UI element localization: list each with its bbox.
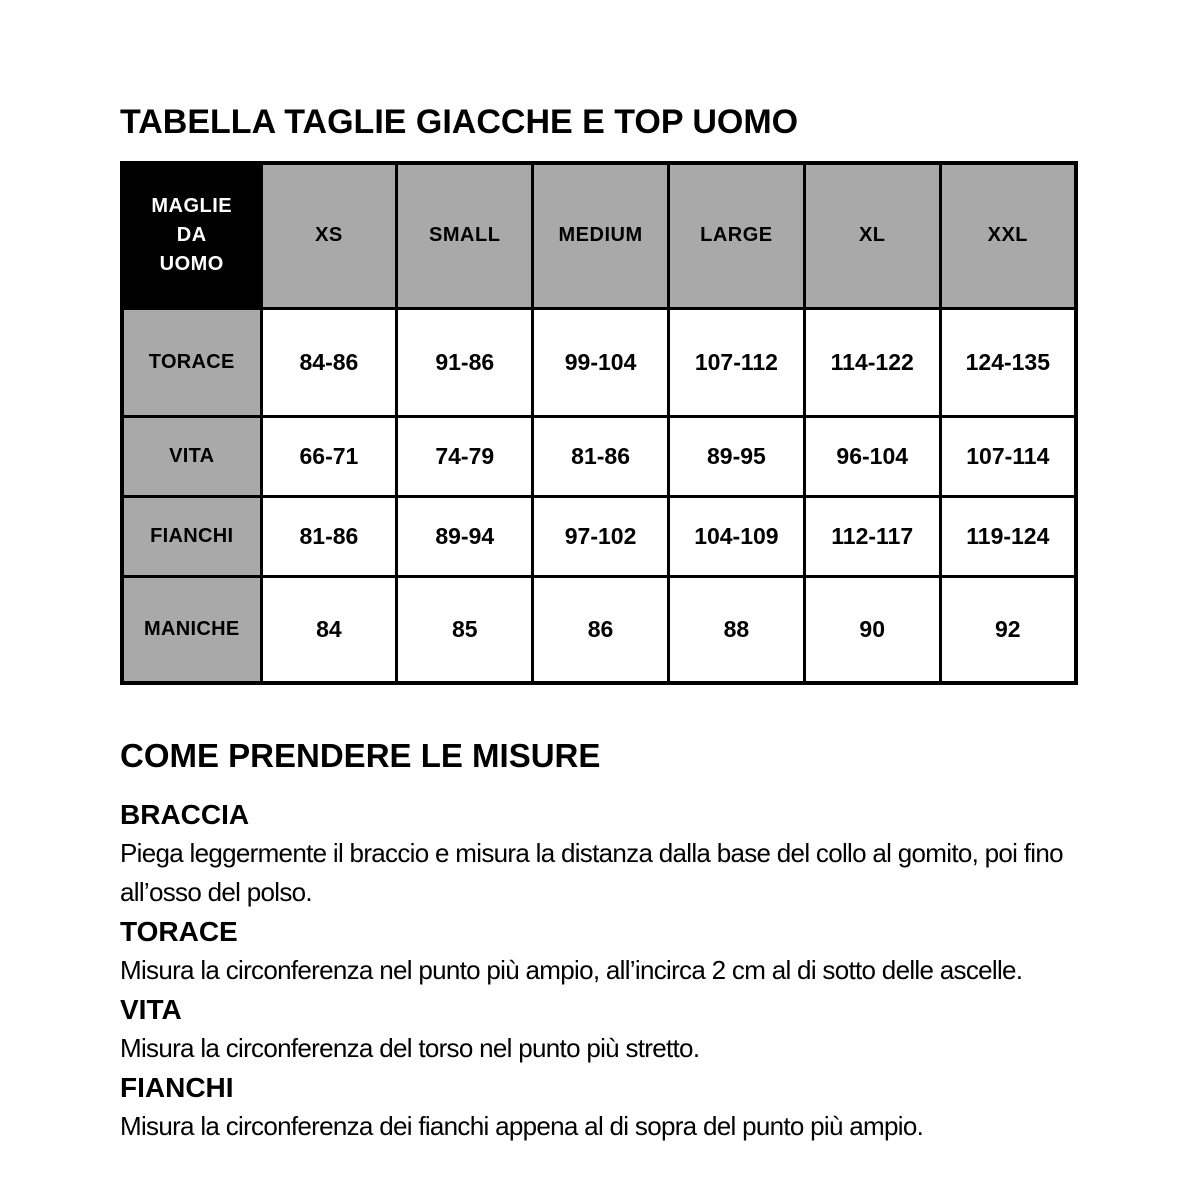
size-cell: 91-86	[397, 308, 533, 416]
size-cell: 107-114	[940, 416, 1076, 496]
measure-guide	[120, 795, 1120, 1146]
size-cell: 85	[397, 576, 533, 683]
size-table	[120, 161, 1078, 685]
guide-label-fianchi: FIANCHI	[120, 1072, 234, 1103]
size-cell: 86	[533, 576, 669, 683]
guide-text-torace: Misura la circonferenza nel punto più ampio, all’incirca 2 cm al di sotto delle ascelle.	[120, 955, 1023, 985]
size-cell: 97-102	[533, 496, 669, 576]
size-cell: 99-104	[533, 308, 669, 416]
size-cell: 112-117	[804, 496, 940, 576]
size-cell: 81-86	[261, 496, 397, 576]
guide-label-torace: TORACE	[120, 916, 238, 947]
table-corner-cell	[122, 163, 261, 308]
size-cell: 119-124	[940, 496, 1076, 576]
column-header-xl: XL	[804, 163, 940, 308]
table-corner-label: MAGLIE DA UOMO	[151, 195, 233, 276]
size-cell: 74-79	[397, 416, 533, 496]
size-cell: 81-86	[533, 416, 669, 496]
table-row-maniche	[122, 576, 1076, 683]
size-cell: 88	[668, 576, 804, 683]
table-row-vita	[122, 416, 1076, 496]
size-cell: 96-104	[804, 416, 940, 496]
size-cell: 92	[940, 576, 1076, 683]
column-header-small: SMALL	[397, 163, 533, 308]
size-cell: 89-94	[397, 496, 533, 576]
guide-label-vita: VITA	[120, 994, 182, 1025]
guide-text-vita: Misura la circonferenza del torso nel punto più stretto.	[120, 1033, 700, 1063]
table-row-torace	[122, 308, 1076, 416]
row-label-torace: TORACE	[122, 308, 261, 416]
guide-label-braccia: BRACCIA	[120, 799, 250, 830]
size-cell: 107-112	[668, 308, 804, 416]
column-header-xs: XS	[261, 163, 397, 308]
column-header-large: LARGE	[668, 163, 804, 308]
column-header-medium: MEDIUM	[533, 163, 669, 308]
size-cell: 66-71	[261, 416, 397, 496]
size-cell: 114-122	[804, 308, 940, 416]
measure-guide-title: COME PRENDERE LE MISURE	[120, 737, 601, 774]
size-cell: 124-135	[940, 308, 1076, 416]
size-cell: 84-86	[261, 308, 397, 416]
guide-text-braccia: Piega leggermente il braccio e misura la distanza dalla base del collo al gomito, poi fino all’osso del polso.	[120, 838, 1063, 907]
guide-text-fianchi: Misura la circonferenza dei fianchi appena al di sopra del punto più ampio.	[120, 1111, 924, 1141]
table-row-fianchi	[122, 496, 1076, 576]
column-header-xxl: XXL	[940, 163, 1076, 308]
row-label-fianchi: FIANCHI	[122, 496, 261, 576]
table-header-row	[122, 163, 1076, 308]
page-title: TABELLA TAGLIE GIACCHE E TOP UOMO	[120, 103, 799, 141]
size-cell: 104-109	[668, 496, 804, 576]
row-label-vita: VITA	[122, 416, 261, 496]
size-cell: 89-95	[668, 416, 804, 496]
size-cell: 84	[261, 576, 397, 683]
size-cell: 90	[804, 576, 940, 683]
row-label-maniche: MANICHE	[122, 576, 261, 683]
